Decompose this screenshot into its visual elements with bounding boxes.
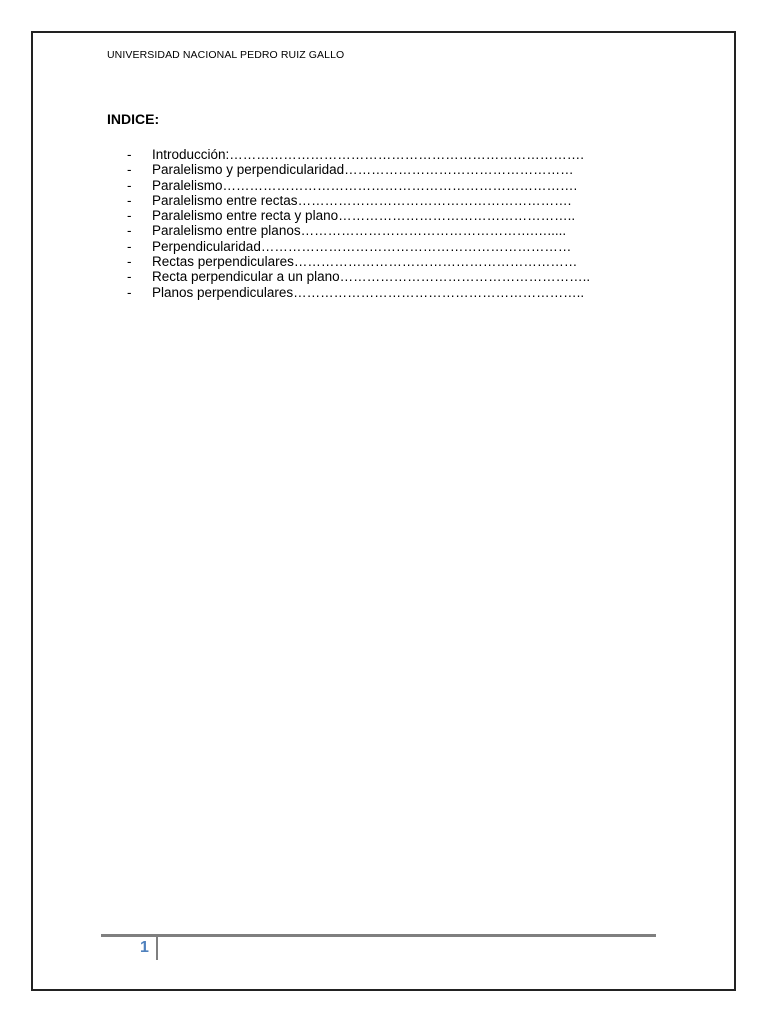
toc-leader: ……………………………………………………. — [297, 192, 572, 208]
toc-label: Planos perpendiculares — [152, 284, 294, 300]
toc-leader: …………………………………………… — [344, 162, 574, 178]
toc-bullet: - — [127, 269, 132, 285]
table-of-contents — [127, 147, 590, 300]
toc-bullet: - — [127, 162, 132, 178]
toc-item — [127, 147, 590, 162]
toc-bullet: - — [127, 147, 132, 162]
toc-bullet: - — [127, 284, 132, 300]
toc-bullet: - — [127, 192, 132, 208]
toc-item — [127, 178, 590, 193]
document-page — [31, 31, 736, 991]
toc-label: Paralelismo y perpendicularidad — [152, 162, 345, 178]
toc-label: Paralelismo entre recta y plano — [152, 208, 339, 224]
toc-item — [127, 223, 590, 238]
toc-label: Paralelismo entre rectas — [152, 192, 298, 208]
toc-item — [127, 285, 590, 300]
toc-leader: ……………………………………………………….. — [293, 284, 585, 300]
toc-leader: …………………………………………….…..... — [300, 223, 567, 239]
toc-item — [127, 269, 590, 284]
toc-leader: …………………………………………………………… — [260, 238, 572, 254]
toc-item — [127, 162, 590, 177]
toc-bullet: - — [127, 223, 132, 239]
toc-item — [127, 208, 590, 223]
toc-leader: …………………………………………….. — [338, 208, 576, 224]
toc-label: Rectas perpendiculares — [152, 254, 294, 270]
toc-leader: ……………………………………………………… — [293, 254, 578, 270]
index-title: INDICE: — [107, 111, 160, 127]
page-number-divider — [156, 937, 158, 960]
toc-bullet: - — [127, 238, 132, 254]
toc-leader: ……………………………………………………………………. — [222, 177, 578, 193]
toc-item — [127, 254, 590, 269]
toc-bullet: - — [127, 254, 132, 270]
page-header: UNIVERSIDAD NACIONAL PEDRO RUIZ GALLO — [107, 49, 345, 61]
page-number: 1 — [140, 939, 149, 956]
toc-bullet: - — [127, 208, 132, 224]
toc-label: Introducción: — [152, 147, 230, 162]
footer-rule — [101, 934, 656, 937]
toc-label: Paralelismo entre planos — [152, 223, 301, 239]
toc-label: Perpendicularidad — [152, 238, 261, 254]
toc-label: Recta perpendicular a un plano — [152, 269, 340, 285]
toc-label: Paralelismo — [152, 177, 223, 193]
toc-leader: ……………………………………………………………………. — [229, 147, 585, 162]
toc-bullet: - — [127, 177, 132, 193]
toc-leader: ……………………………………………….. — [339, 269, 591, 285]
toc-item — [127, 239, 590, 254]
toc-item — [127, 193, 590, 208]
